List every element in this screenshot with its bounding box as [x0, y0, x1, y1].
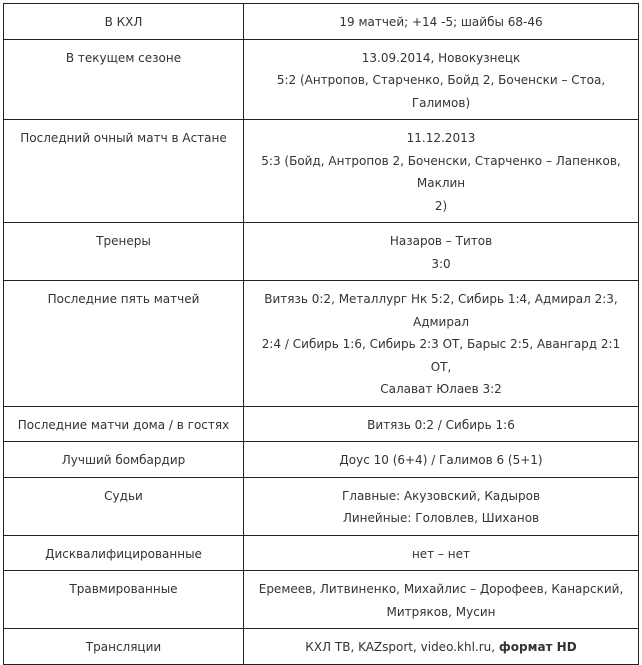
row-value [244, 281, 639, 407]
broadcast-channels: КХЛ ТВ, KAZsport, video.khl.ru, [305, 640, 499, 654]
value-line: 13.09.2014, Новокузнецк [361, 50, 521, 65]
row-label: В КХЛ [4, 4, 244, 40]
value-line: Витязь 0:2 / Сибирь 1:6 [367, 417, 515, 432]
value-line: 5:3 (Бойд, Антропов 2, Боченски, Старченко – Лапенков, Маклин [261, 153, 621, 190]
table-row [4, 535, 639, 571]
row-value [244, 535, 639, 571]
row-label: Последние пять матчей [4, 281, 244, 407]
row-value [244, 120, 639, 223]
table-row [4, 281, 639, 407]
match-stats-table [3, 3, 639, 665]
row-value [244, 477, 639, 535]
value-line: Салават Юлаев 3:2 [380, 382, 502, 396]
table-row [4, 406, 639, 442]
table-row [4, 4, 639, 40]
value-line: нет – нет [411, 546, 471, 561]
row-label: Судьи [4, 477, 244, 535]
row-label: Последние матчи дома / в гостях [4, 406, 244, 442]
table-row [4, 477, 639, 535]
table-row [4, 442, 639, 478]
table-row [4, 39, 639, 120]
broadcast-format: формат HD [498, 640, 577, 654]
row-value [244, 571, 639, 629]
value-line: Доус 10 (6+4) / Галимов 6 (5+1) [339, 453, 543, 467]
row-label: В текущем сезоне [4, 39, 244, 120]
value-line: 2) [434, 198, 448, 213]
row-label: Трансляции [4, 629, 244, 665]
table-row [4, 120, 639, 223]
value-line: Еремеев, Литвиненко, Михайлис – Дорофеев, Канарский, [258, 582, 624, 596]
row-label: Травмированные [4, 571, 244, 629]
table-row [4, 629, 639, 665]
row-value [244, 442, 639, 478]
row-label: Последний очный матч в Астане [4, 120, 244, 223]
value-line: Главные: Акузовский, Кадыров [341, 488, 541, 503]
value-line: 11.12.2013 [406, 131, 476, 145]
table-row [4, 223, 639, 281]
value-line: Линейные: Головлев, Шиханов [342, 511, 540, 525]
row-label: Лучший бомбардир [4, 442, 244, 478]
row-value [244, 223, 639, 281]
value-line: 3:0 [431, 256, 451, 271]
row-value [244, 39, 639, 120]
value-line: Витязь 0:2, Металлург Нк 5:2, Сибирь 1:4, Адмирал 2:3, Адмирал [264, 292, 618, 329]
value-line: Назаров – Титов [389, 234, 493, 248]
row-value [244, 629, 639, 665]
row-label: Тренеры [4, 223, 244, 281]
table-row [4, 571, 639, 629]
value-line: Митряков, Мусин [386, 604, 496, 619]
row-label: Дисквалифицированные [4, 535, 244, 571]
value-line: 19 матчей; +14 -5; шайбы 68-46 [339, 15, 543, 29]
value-line: 2:4 / Сибирь 1:6, Сибирь 2:3 ОТ, Барыс 2:5, Авангард 2:1 ОТ, [261, 337, 621, 374]
row-value [244, 4, 639, 40]
value-line: 5:2 (Антропов, Старченко, Бойд 2, Боченски – Стоа, Галимов) [276, 73, 606, 110]
broadcast-line [252, 636, 630, 659]
row-value [244, 406, 639, 442]
